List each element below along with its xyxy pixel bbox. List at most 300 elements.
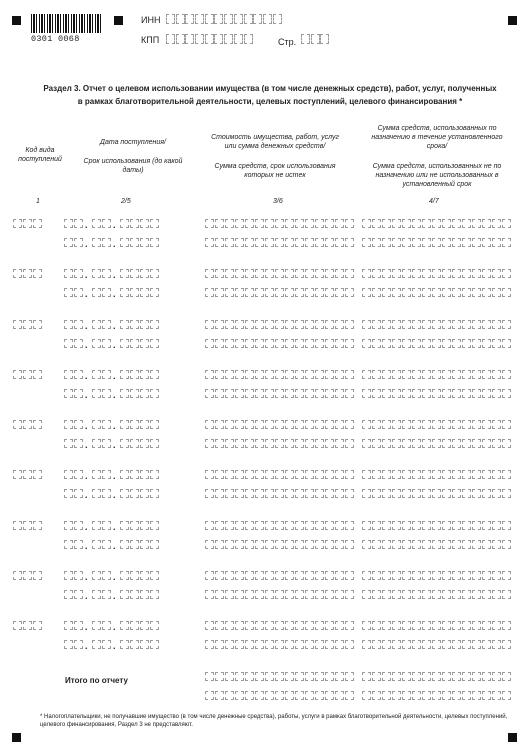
input-cell[interactable] (392, 420, 401, 429)
input-cell[interactable] (325, 320, 334, 329)
amount-col4-cells[interactable] (362, 470, 512, 479)
date-year-cells[interactable] (120, 389, 160, 398)
input-cell[interactable] (502, 590, 511, 599)
input-cell[interactable] (482, 691, 491, 700)
input-cell[interactable] (462, 521, 471, 530)
input-cell[interactable] (502, 238, 511, 247)
input-cell[interactable] (422, 691, 431, 700)
input-cell[interactable] (452, 238, 461, 247)
input-cell[interactable] (492, 640, 501, 649)
amount-col7-cells[interactable] (362, 389, 512, 398)
input-cell[interactable] (432, 288, 441, 297)
input-cell[interactable] (92, 521, 101, 530)
date-day-cells[interactable] (64, 420, 84, 429)
input-cell[interactable] (345, 470, 354, 479)
input-cell[interactable] (502, 489, 511, 498)
input-cell[interactable] (442, 219, 451, 228)
input-cell[interactable] (452, 571, 461, 580)
input-cell[interactable] (255, 470, 264, 479)
input-cell[interactable] (140, 521, 149, 530)
input-cell[interactable] (275, 571, 284, 580)
input-cell[interactable] (74, 269, 83, 278)
input-cell[interactable] (372, 439, 381, 448)
input-cell[interactable] (245, 420, 254, 429)
input-cell[interactable] (452, 219, 461, 228)
input-cell[interactable] (225, 320, 234, 329)
input-cell[interactable] (255, 540, 264, 549)
input-cell[interactable] (23, 370, 32, 379)
input-cell[interactable] (482, 489, 491, 498)
input-cell[interactable] (482, 439, 491, 448)
input-cell[interactable] (305, 691, 314, 700)
input-cell[interactable] (335, 540, 344, 549)
code-cells[interactable] (13, 621, 43, 630)
input-cell[interactable] (64, 389, 73, 398)
input-cell[interactable] (245, 339, 254, 348)
input-cell[interactable] (225, 420, 234, 429)
input-cell[interactable] (120, 389, 129, 398)
input-cell[interactable] (325, 540, 334, 549)
input-cell[interactable] (275, 521, 284, 530)
input-cell[interactable] (472, 389, 481, 398)
input-cell[interactable] (492, 590, 501, 599)
input-cell[interactable] (176, 34, 185, 44)
input-cell[interactable] (185, 14, 194, 24)
input-cell[interactable] (362, 470, 371, 479)
input-cell[interactable] (295, 339, 304, 348)
input-cell[interactable] (335, 640, 344, 649)
input-cell[interactable] (325, 691, 334, 700)
input-cell[interactable] (325, 470, 334, 479)
input-cell[interactable] (422, 370, 431, 379)
input-cell[interactable] (215, 672, 224, 681)
input-cell[interactable] (102, 420, 111, 429)
input-cell[interactable] (265, 540, 274, 549)
input-cell[interactable] (392, 370, 401, 379)
date-day-cells[interactable] (64, 320, 84, 329)
input-cell[interactable] (305, 489, 314, 498)
date-month-cells[interactable] (92, 571, 112, 580)
input-cell[interactable] (452, 439, 461, 448)
amount-col7-cells[interactable] (362, 339, 512, 348)
input-cell[interactable] (265, 521, 274, 530)
input-cell[interactable] (150, 370, 159, 379)
input-cell[interactable] (462, 269, 471, 278)
input-cell[interactable] (502, 571, 511, 580)
input-cell[interactable] (362, 219, 371, 228)
date-day-cells[interactable] (64, 288, 84, 297)
input-cell[interactable] (275, 540, 284, 549)
input-cell[interactable] (275, 320, 284, 329)
input-cell[interactable] (275, 672, 284, 681)
input-cell[interactable] (285, 339, 294, 348)
input-cell[interactable] (392, 640, 401, 649)
input-cell[interactable] (205, 672, 214, 681)
input-cell[interactable] (215, 470, 224, 479)
input-cell[interactable] (462, 219, 471, 228)
input-cell[interactable] (362, 521, 371, 530)
input-cell[interactable] (205, 420, 214, 429)
input-cell[interactable] (392, 439, 401, 448)
date-year-cells[interactable] (120, 489, 160, 498)
input-cell[interactable] (225, 389, 234, 398)
input-cell[interactable] (140, 571, 149, 580)
input-cell[interactable] (245, 691, 254, 700)
input-cell[interactable] (422, 640, 431, 649)
input-cell[interactable] (285, 672, 294, 681)
input-cell[interactable] (402, 238, 411, 247)
date-day-cells[interactable] (64, 521, 84, 530)
input-cell[interactable] (64, 640, 73, 649)
input-cell[interactable] (33, 521, 42, 530)
input-cell[interactable] (392, 470, 401, 479)
input-cell[interactable] (325, 571, 334, 580)
input-cell[interactable] (225, 339, 234, 348)
input-cell[interactable] (64, 288, 73, 297)
input-cell[interactable] (305, 370, 314, 379)
date-day-cells[interactable] (64, 540, 84, 549)
input-cell[interactable] (335, 420, 344, 429)
input-cell[interactable] (422, 571, 431, 580)
input-cell[interactable] (402, 571, 411, 580)
total-col7-cells[interactable] (362, 691, 512, 700)
date-year-cells[interactable] (120, 439, 160, 448)
input-cell[interactable] (382, 672, 391, 681)
input-cell[interactable] (265, 238, 274, 247)
input-cell[interactable] (285, 540, 294, 549)
input-cell[interactable] (462, 691, 471, 700)
input-cell[interactable] (140, 238, 149, 247)
input-cell[interactable] (462, 571, 471, 580)
input-cell[interactable] (462, 420, 471, 429)
input-cell[interactable] (345, 691, 354, 700)
input-cell[interactable] (74, 439, 83, 448)
input-cell[interactable] (120, 269, 129, 278)
input-cell[interactable] (245, 439, 254, 448)
input-cell[interactable] (432, 540, 441, 549)
input-cell[interactable] (472, 621, 481, 630)
input-cell[interactable] (150, 540, 159, 549)
input-cell[interactable] (215, 389, 224, 398)
input-cell[interactable] (372, 640, 381, 649)
input-cell[interactable] (295, 540, 304, 549)
input-cell[interactable] (472, 489, 481, 498)
input-cell[interactable] (492, 288, 501, 297)
input-cell[interactable] (382, 540, 391, 549)
input-cell[interactable] (92, 339, 101, 348)
input-cell[interactable] (285, 590, 294, 599)
input-cell[interactable] (102, 370, 111, 379)
input-cell[interactable] (245, 389, 254, 398)
input-cell[interactable] (92, 238, 101, 247)
amount-col3-cells[interactable] (205, 621, 355, 630)
input-cell[interactable] (23, 571, 32, 580)
input-cell[interactable] (422, 339, 431, 348)
date-day-cells[interactable] (64, 370, 84, 379)
input-cell[interactable] (102, 439, 111, 448)
input-cell[interactable] (502, 320, 511, 329)
input-cell[interactable] (265, 439, 274, 448)
input-cell[interactable] (225, 439, 234, 448)
input-cell[interactable] (64, 489, 73, 498)
input-cell[interactable] (33, 219, 42, 228)
input-cell[interactable] (335, 339, 344, 348)
input-cell[interactable] (225, 269, 234, 278)
input-cell[interactable] (102, 238, 111, 247)
input-cell[interactable] (315, 470, 324, 479)
input-cell[interactable] (402, 288, 411, 297)
input-cell[interactable] (205, 540, 214, 549)
input-cell[interactable] (120, 238, 129, 247)
input-cell[interactable] (74, 571, 83, 580)
input-cell[interactable] (195, 14, 204, 24)
input-cell[interactable] (315, 420, 324, 429)
input-cell[interactable] (295, 590, 304, 599)
code-cells[interactable] (13, 470, 43, 479)
input-cell[interactable] (335, 439, 344, 448)
input-cell[interactable] (301, 34, 310, 44)
amount-col7-cells[interactable] (362, 590, 512, 599)
input-cell[interactable] (245, 540, 254, 549)
input-cell[interactable] (462, 339, 471, 348)
input-cell[interactable] (205, 339, 214, 348)
input-cell[interactable] (492, 339, 501, 348)
input-cell[interactable] (265, 389, 274, 398)
date-year-cells[interactable] (120, 370, 160, 379)
input-cell[interactable] (64, 521, 73, 530)
input-cell[interactable] (472, 521, 481, 530)
input-cell[interactable] (382, 571, 391, 580)
input-cell[interactable] (502, 691, 511, 700)
input-cell[interactable] (33, 621, 42, 630)
input-cell[interactable] (215, 691, 224, 700)
date-month-cells[interactable] (92, 288, 112, 297)
input-cell[interactable] (442, 590, 451, 599)
input-cell[interactable] (74, 590, 83, 599)
input-cell[interactable] (320, 34, 329, 44)
input-cell[interactable] (402, 420, 411, 429)
input-cell[interactable] (255, 590, 264, 599)
input-cell[interactable] (205, 571, 214, 580)
input-cell[interactable] (255, 640, 264, 649)
input-cell[interactable] (64, 621, 73, 630)
input-cell[interactable] (492, 269, 501, 278)
input-cell[interactable] (402, 691, 411, 700)
input-cell[interactable] (150, 439, 159, 448)
input-cell[interactable] (315, 672, 324, 681)
date-year-cells[interactable] (120, 540, 160, 549)
input-cell[interactable] (482, 470, 491, 479)
input-cell[interactable] (295, 571, 304, 580)
input-cell[interactable] (102, 540, 111, 549)
input-cell[interactable] (305, 269, 314, 278)
input-cell[interactable] (295, 320, 304, 329)
input-cell[interactable] (275, 470, 284, 479)
input-cell[interactable] (102, 640, 111, 649)
input-cell[interactable] (412, 439, 421, 448)
page-number-cells[interactable] (301, 34, 330, 44)
input-cell[interactable] (102, 389, 111, 398)
date-month-cells[interactable] (92, 238, 112, 247)
input-cell[interactable] (502, 470, 511, 479)
input-cell[interactable] (120, 489, 129, 498)
input-cell[interactable] (265, 420, 274, 429)
date-month-cells[interactable] (92, 540, 112, 549)
input-cell[interactable] (432, 489, 441, 498)
input-cell[interactable] (140, 420, 149, 429)
input-cell[interactable] (235, 238, 244, 247)
input-cell[interactable] (325, 489, 334, 498)
input-cell[interactable] (275, 691, 284, 700)
input-cell[interactable] (120, 288, 129, 297)
input-cell[interactable] (492, 420, 501, 429)
input-cell[interactable] (372, 470, 381, 479)
input-cell[interactable] (412, 339, 421, 348)
input-cell[interactable] (225, 489, 234, 498)
input-cell[interactable] (335, 470, 344, 479)
input-cell[interactable] (150, 470, 159, 479)
input-cell[interactable] (205, 219, 214, 228)
date-day-cells[interactable] (64, 489, 84, 498)
input-cell[interactable] (265, 370, 274, 379)
input-cell[interactable] (215, 219, 224, 228)
input-cell[interactable] (245, 238, 254, 247)
input-cell[interactable] (150, 571, 159, 580)
input-cell[interactable] (33, 370, 42, 379)
input-cell[interactable] (305, 672, 314, 681)
input-cell[interactable] (432, 238, 441, 247)
amount-col4-cells[interactable] (362, 571, 512, 580)
input-cell[interactable] (472, 590, 481, 599)
input-cell[interactable] (295, 420, 304, 429)
input-cell[interactable] (225, 470, 234, 479)
input-cell[interactable] (166, 34, 175, 44)
date-year-cells[interactable] (120, 238, 160, 247)
input-cell[interactable] (285, 621, 294, 630)
input-cell[interactable] (432, 640, 441, 649)
input-cell[interactable] (402, 389, 411, 398)
input-cell[interactable] (392, 238, 401, 247)
input-cell[interactable] (285, 640, 294, 649)
input-cell[interactable] (345, 540, 354, 549)
input-cell[interactable] (482, 288, 491, 297)
input-cell[interactable] (235, 489, 244, 498)
input-cell[interactable] (335, 621, 344, 630)
input-cell[interactable] (452, 339, 461, 348)
input-cell[interactable] (305, 339, 314, 348)
input-cell[interactable] (345, 238, 354, 247)
input-cell[interactable] (130, 238, 139, 247)
input-cell[interactable] (402, 219, 411, 228)
input-cell[interactable] (285, 521, 294, 530)
input-cell[interactable] (102, 521, 111, 530)
input-cell[interactable] (422, 389, 431, 398)
date-day-cells[interactable] (64, 389, 84, 398)
input-cell[interactable] (372, 691, 381, 700)
input-cell[interactable] (102, 320, 111, 329)
input-cell[interactable] (130, 470, 139, 479)
input-cell[interactable] (432, 521, 441, 530)
date-month-cells[interactable] (92, 521, 112, 530)
input-cell[interactable] (492, 238, 501, 247)
input-cell[interactable] (472, 691, 481, 700)
input-cell[interactable] (412, 219, 421, 228)
input-cell[interactable] (442, 571, 451, 580)
input-cell[interactable] (255, 219, 264, 228)
input-cell[interactable] (372, 389, 381, 398)
input-cell[interactable] (150, 219, 159, 228)
input-cell[interactable] (205, 389, 214, 398)
input-cell[interactable] (224, 34, 233, 44)
amount-col7-cells[interactable] (362, 640, 512, 649)
input-cell[interactable] (74, 288, 83, 297)
input-cell[interactable] (502, 640, 511, 649)
input-cell[interactable] (412, 288, 421, 297)
input-cell[interactable] (412, 640, 421, 649)
input-cell[interactable] (245, 590, 254, 599)
input-cell[interactable] (130, 521, 139, 530)
input-cell[interactable] (362, 339, 371, 348)
input-cell[interactable] (205, 370, 214, 379)
input-cell[interactable] (305, 470, 314, 479)
input-cell[interactable] (325, 219, 334, 228)
input-cell[interactable] (92, 370, 101, 379)
input-cell[interactable] (452, 590, 461, 599)
input-cell[interactable] (33, 470, 42, 479)
input-cell[interactable] (140, 540, 149, 549)
input-cell[interactable] (245, 640, 254, 649)
input-cell[interactable] (402, 521, 411, 530)
input-cell[interactable] (482, 420, 491, 429)
input-cell[interactable] (120, 339, 129, 348)
input-cell[interactable] (345, 339, 354, 348)
input-cell[interactable] (235, 269, 244, 278)
input-cell[interactable] (372, 269, 381, 278)
date-day-cells[interactable] (64, 269, 84, 278)
input-cell[interactable] (120, 571, 129, 580)
input-cell[interactable] (372, 370, 381, 379)
input-cell[interactable] (130, 320, 139, 329)
input-cell[interactable] (150, 590, 159, 599)
input-cell[interactable] (315, 269, 324, 278)
input-cell[interactable] (315, 339, 324, 348)
input-cell[interactable] (195, 34, 204, 44)
input-cell[interactable] (382, 269, 391, 278)
input-cell[interactable] (422, 621, 431, 630)
date-day-cells[interactable] (64, 621, 84, 630)
input-cell[interactable] (205, 489, 214, 498)
input-cell[interactable] (412, 621, 421, 630)
input-cell[interactable] (245, 219, 254, 228)
input-cell[interactable] (285, 439, 294, 448)
input-cell[interactable] (255, 439, 264, 448)
date-year-cells[interactable] (120, 320, 160, 329)
input-cell[interactable] (64, 540, 73, 549)
input-cell[interactable] (215, 489, 224, 498)
input-cell[interactable] (265, 339, 274, 348)
input-cell[interactable] (345, 439, 354, 448)
input-cell[interactable] (382, 640, 391, 649)
input-cell[interactable] (275, 238, 284, 247)
input-cell[interactable] (412, 320, 421, 329)
input-cell[interactable] (472, 339, 481, 348)
input-cell[interactable] (265, 672, 274, 681)
input-cell[interactable] (205, 621, 214, 630)
input-cell[interactable] (295, 219, 304, 228)
input-cell[interactable] (224, 14, 233, 24)
input-cell[interactable] (235, 691, 244, 700)
input-cell[interactable] (482, 219, 491, 228)
